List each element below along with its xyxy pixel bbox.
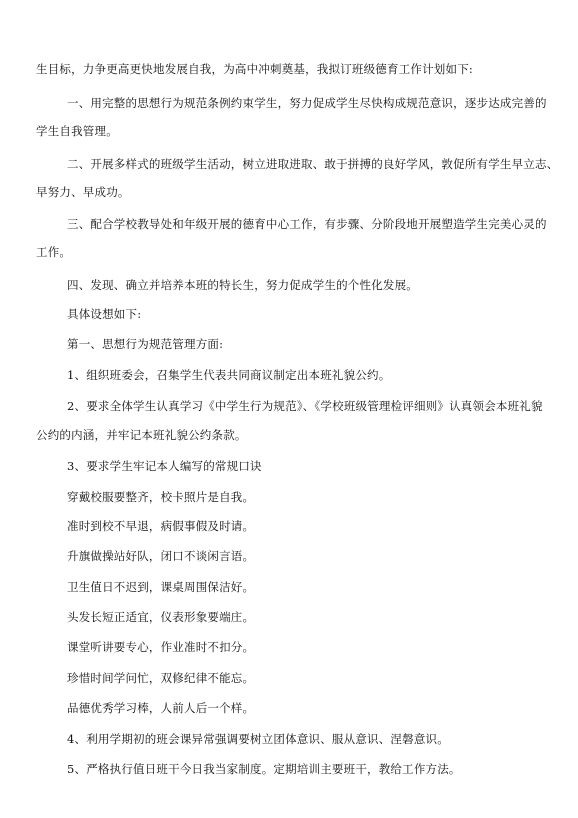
text-line: 4、利用学期初的班会课异常强调要树立团体意识、服从意识、涅磐意识。 xyxy=(67,732,449,746)
text-line: 卫生值日不迟到，课桌周围保洁好。 xyxy=(67,580,255,594)
text-line: 珍惜时间学问忙，双修纪律不能忘。 xyxy=(67,671,255,685)
text-line: 工作。 xyxy=(36,245,72,259)
text-line: 二、开展多样式的班级学生活动，树立进取进取、敢于拼搏的良好学风，敦促所有学生早立志、 xyxy=(67,157,559,171)
text-line: 课堂听讲要专心，作业准时不扣分。 xyxy=(67,640,255,654)
text-line: 一、用完整的思想行为规范条例约束学生，努力促成学生尽快构成规范意识，逐步达成完善的 xyxy=(67,96,547,110)
text-line: 升旗做操站好队，闭口不谈闲言语。 xyxy=(67,549,255,563)
text-line: 5、严格执行值日班干今日我当家制度。定期培训主要班干，教给工作方法。 xyxy=(67,762,461,776)
text-line: 1、组织班委会，召集学生代表共同商议制定出本班礼貌公约。 xyxy=(67,368,391,382)
text-line: 公约的内涵，并牢记本班礼貌公约条款。 xyxy=(36,428,247,442)
text-line: 穿戴校服要整齐，校卡照片是自我。 xyxy=(67,490,255,504)
text-line: 准时到校不早退，病假事假及时请。 xyxy=(67,519,255,533)
text-line: 四、发现、确立并培养本班的特长生，努力促成学生的个性化发展。 xyxy=(67,278,418,292)
text-line: 头发长短正适宜，仪表形象要端庄。 xyxy=(67,610,255,624)
text-line: 品德优秀学习棒，人前人后一个样。 xyxy=(67,701,255,715)
text-line: 具体设想如下: xyxy=(67,307,142,321)
text-line: 三、配合学校教导处和年级开展的德育中心工作，有步骤、分阶段地开展塑造学生完美心灵的 xyxy=(67,217,547,231)
text-line: 3、要求学生牢记本人编写的常规口诀 xyxy=(67,459,262,473)
text-line: 第一、思想行为规范管理方面: xyxy=(67,337,224,351)
text-line: 早努力、早成功。 xyxy=(36,185,130,199)
text-line: 生目标，力争更高更快地发展自我，为高中冲刺奠基，我拟订班级德育工作计划如下: xyxy=(36,62,473,76)
text-line: 学生自我管理。 xyxy=(36,124,118,138)
text-line: 2、要求全体学生认真学习《中学生行为规范》、《学校班级管理检评细则》认真领会本班礼貌 xyxy=(67,399,543,413)
